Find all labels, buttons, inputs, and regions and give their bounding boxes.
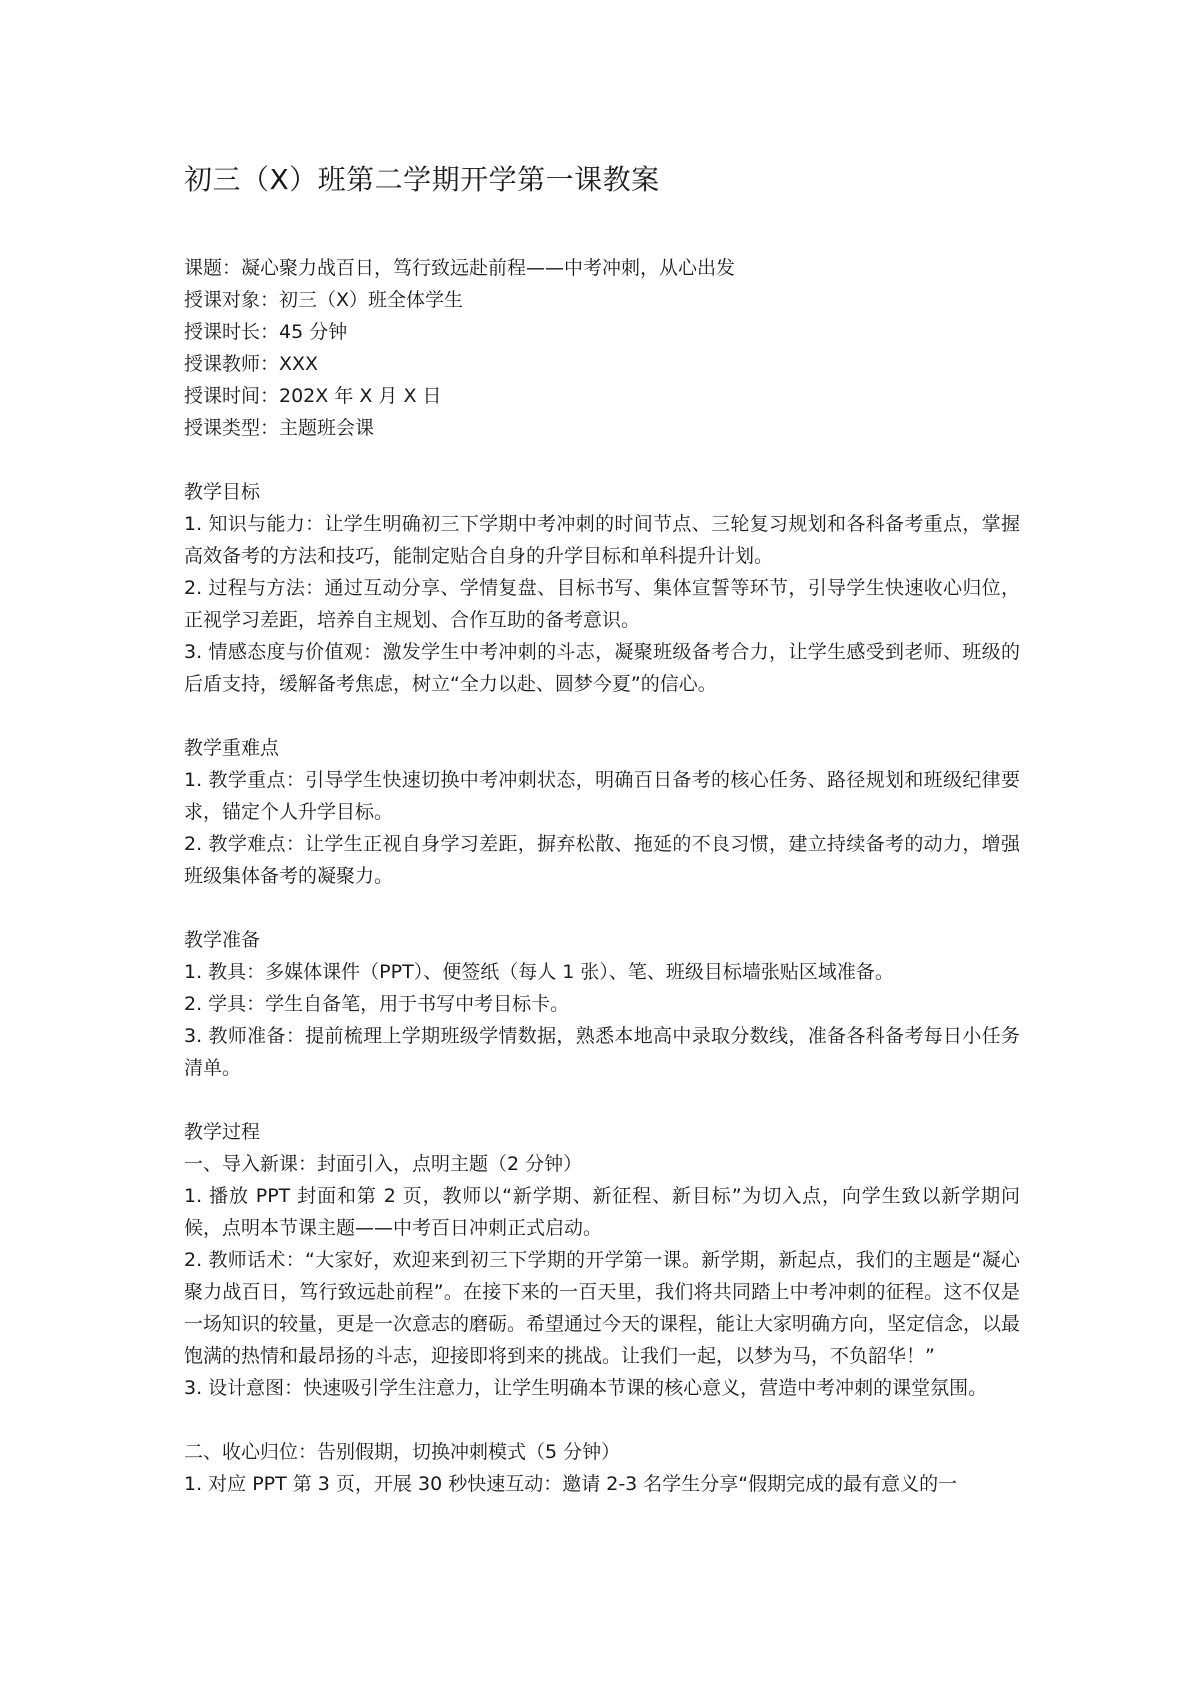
key-point-item: 2. 教学难点：让学生正视自身学习差距，摒弃松散、拖延的不良习惯，建立持续备考的动力，增强班级集体备考的凝聚力。 bbox=[184, 833, 1020, 887]
preparation-item: 2. 学具：学生自备笔，用于书写中考目标卡。 bbox=[184, 993, 570, 1015]
section-preparation bbox=[184, 924, 1020, 1084]
process-item: 2. 教师话术：“大家好，欢迎来到初三下学期的开学第一课。新学期，新起点，我们的主题是“凝心聚力战百日，笃行致远赴前程”。在接下来的一百天里，我们将共同踏上中考冲刺的征程。这不仅是一场知识的较量，更是一次意志的磨砺。希望通过今天的课程，能让大家明确方向，坚定信念，以最饱满的热情和最昂扬的斗志，迎接即将到来的挑战。让我们一起，以梦为马，不负韶华！” bbox=[184, 1249, 1021, 1367]
course-audience: 授课对象：初三（X）班全体学生 bbox=[184, 289, 464, 311]
section-heading: 教学目标 bbox=[184, 481, 261, 503]
process-item: 3. 设计意图：快速吸引学生注意力，让学生明确本节课的核心意义，营造中考冲刺的课堂氛围。 bbox=[184, 1377, 988, 1399]
section-objectives bbox=[184, 476, 1020, 700]
course-topic: 课题：凝心聚力战百日，笃行致远赴前程——中考冲刺，从心出发 bbox=[184, 257, 736, 279]
course-teacher: 授课教师：XXX bbox=[184, 353, 319, 375]
section-key-points bbox=[184, 732, 1020, 892]
course-info bbox=[184, 252, 1020, 444]
spacer bbox=[184, 444, 1020, 476]
objective-item: 2. 过程与方法：通过互动分享、学情复盘、目标书写、集体宣誓等环节，引导学生快速收心归位，正视学习差距，培养自主规划、合作互助的备考意识。 bbox=[184, 577, 1020, 631]
spacer bbox=[184, 892, 1020, 924]
spacer bbox=[184, 1084, 1020, 1116]
process-item: 1. 播放 PPT 封面和第 2 页，教师以“新学期、新征程、新目标”为切入点，向学生致以新学期问候，点明本节课主题——中考百日冲刺正式启动。 bbox=[184, 1185, 1020, 1239]
key-point-item: 1. 教学重点：引导学生快速切换中考冲刺状态，明确百日备考的核心任务、路径规划和班级纪律要求，锚定个人升学目标。 bbox=[184, 769, 1020, 823]
section-heading: 教学准备 bbox=[184, 929, 261, 951]
spacer bbox=[184, 1404, 1020, 1436]
course-duration: 授课时长：45 分钟 bbox=[184, 321, 348, 343]
objective-item: 1. 知识与能力：让学生明确初三下学期中考冲刺的时间节点、三轮复习规划和各科备考重点，掌握高效备考的方法和技巧，能制定贴合自身的升学目标和单科提升计划。 bbox=[184, 513, 1020, 567]
section-process bbox=[184, 1116, 1020, 1500]
section-heading: 教学重难点 bbox=[184, 737, 280, 759]
objective-item: 3. 情感态度与价值观：激发学生中考冲刺的斗志，凝聚班级备考合力，让学生感受到老师、班级的后盾支持，缓解备考焦虑，树立“全力以赴、圆梦今夏”的信心。 bbox=[184, 641, 1020, 695]
course-date: 授课时间：202X 年 X 月 X 日 bbox=[184, 385, 442, 407]
spacer bbox=[184, 700, 1020, 732]
course-type: 授课类型：主题班会课 bbox=[184, 417, 375, 439]
process-item: 1. 对应 PPT 第 3 页，开展 30 秒快速互动：邀请 2-3 名学生分享“假期完成的最有意义的一 bbox=[184, 1473, 958, 1495]
preparation-item: 1. 教具：多媒体课件（PPT）、便签纸（每人 1 张）、笔、班级目标墙张贴区域准备。 bbox=[184, 961, 894, 983]
subsection-title: 一、导入新课：封面引入，点明主题（2 分钟） bbox=[184, 1153, 583, 1175]
document-title: 初三（X）班第二学期开学第一课教案 bbox=[184, 163, 660, 196]
preparation-item: 3. 教师准备：提前梳理上学期班级学情数据，熟悉本地高中录取分数线，准备各科备考每日小任务清单。 bbox=[184, 1025, 1020, 1079]
section-heading: 教学过程 bbox=[184, 1121, 261, 1143]
subsection-title: 二、收心归位：告别假期，切换冲刺模式（5 分钟） bbox=[184, 1441, 621, 1463]
